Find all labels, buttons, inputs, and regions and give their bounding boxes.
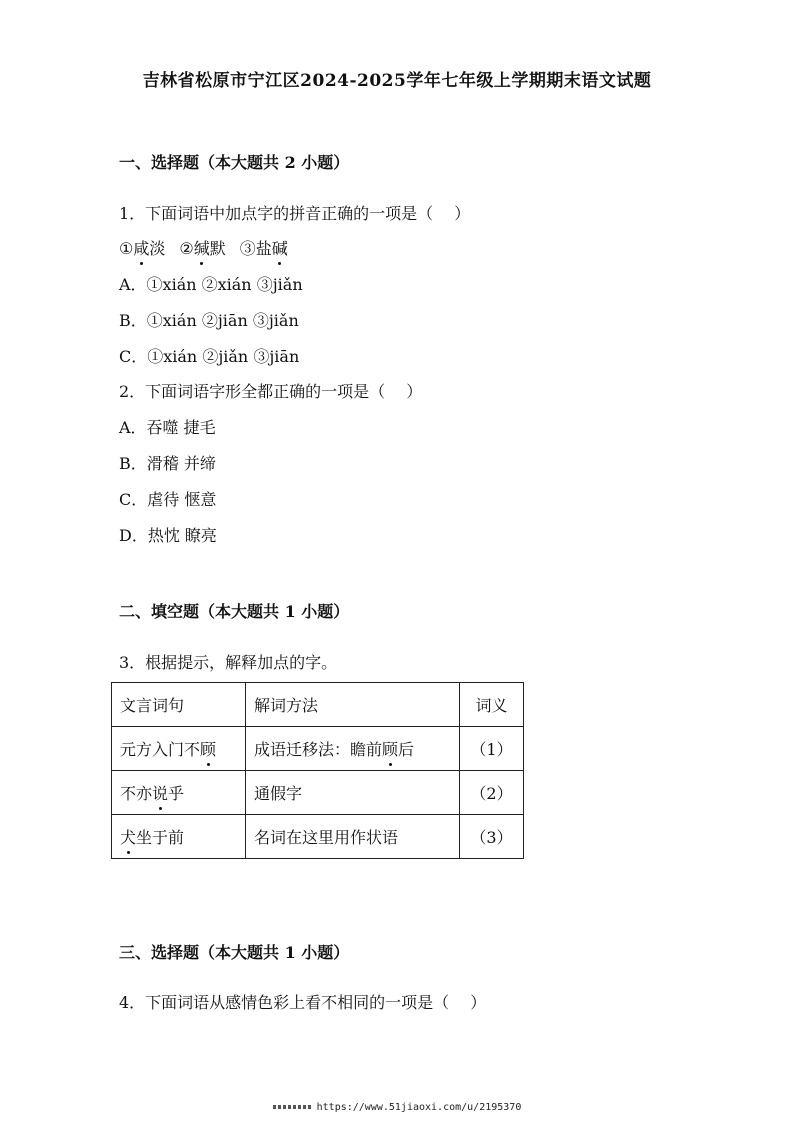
footer-url: https://www.51jiaoxi.com/u/2195370 bbox=[316, 1102, 522, 1113]
question-3-table bbox=[111, 682, 524, 859]
question-3-stem: 3．根据提示，解释加点的字。 bbox=[119, 653, 338, 672]
question-2-option-a: A．吞噬 捷毛 bbox=[119, 418, 216, 437]
item-marker-3: ③ bbox=[239, 239, 256, 258]
question-2-option-c: C．虐待 惬意 bbox=[119, 490, 217, 509]
dotted-char: 顾 bbox=[200, 737, 216, 760]
table-header-cell: 解词方法 bbox=[246, 683, 460, 727]
dotted-char: 顾 bbox=[382, 737, 398, 760]
cell-text: 乎 bbox=[168, 784, 185, 803]
dotted-char: 缄 bbox=[194, 236, 210, 259]
cell-text: 元方入门不 bbox=[120, 740, 201, 759]
question-4-stem: 4．下面词语从感情色彩上看不相同的一项是（ ） bbox=[119, 993, 487, 1012]
question-1-stem: 1．下面词语中加点字的拼音正确的一项是（ ） bbox=[119, 204, 471, 223]
table-header-cell: 词义 bbox=[460, 683, 524, 727]
question-2-option-d: D．热忱 瞭亮 bbox=[119, 526, 217, 545]
table-header-row bbox=[112, 683, 524, 727]
table-row bbox=[112, 771, 524, 815]
section-heading-1: 一、选择题（本大题共 2 小题） bbox=[119, 153, 350, 172]
table-cell: （3） bbox=[460, 815, 524, 859]
table-cell bbox=[112, 727, 246, 771]
question-1-option-c: C．①xián ②jiǎn ③jiān bbox=[119, 347, 300, 366]
dotted-char: 碱 bbox=[272, 236, 288, 259]
table-row bbox=[112, 727, 524, 771]
item-marker-1: ① bbox=[119, 239, 134, 258]
logo-icon bbox=[273, 1105, 313, 1109]
question-2-stem: 2．下面词语字形全都正确的一项是（ ） bbox=[119, 382, 423, 401]
table-header-cell: 文言词句 bbox=[112, 683, 246, 727]
table-cell: （1） bbox=[460, 727, 524, 771]
table-row bbox=[112, 815, 524, 859]
question-1-option-a: A．①xián ②xián ③jiǎn bbox=[119, 275, 303, 294]
table-cell: 名词在这里用作状语 bbox=[246, 815, 460, 859]
cell-text: 成语迁移法：瞻前 bbox=[254, 740, 383, 759]
item-marker-2: ② bbox=[179, 239, 194, 258]
question-1-items bbox=[119, 236, 288, 259]
section-heading-2: 二、填空题（本大题共 1 小题） bbox=[119, 602, 350, 621]
table-cell: （2） bbox=[460, 771, 524, 815]
item-char: 默 bbox=[209, 239, 226, 258]
item-char: 盐 bbox=[255, 239, 272, 258]
dotted-char: 说 bbox=[152, 781, 168, 804]
footer-watermark bbox=[0, 1102, 794, 1113]
dotted-char: 犬 bbox=[120, 825, 136, 848]
cell-text: 后 bbox=[398, 740, 415, 759]
cell-text: 不亦 bbox=[120, 784, 153, 803]
exam-title: 吉林省松原市宁江区2024-2025学年七年级上学期期末语文试题 bbox=[142, 71, 652, 91]
table-cell bbox=[246, 727, 460, 771]
dotted-char: 咸 bbox=[133, 236, 149, 259]
table-cell bbox=[112, 771, 246, 815]
question-2-option-b: B．滑稽 并缔 bbox=[119, 454, 216, 473]
table-cell bbox=[112, 815, 246, 859]
table-cell: 通假字 bbox=[246, 771, 460, 815]
section-heading-3: 三、选择题（本大题共 1 小题） bbox=[119, 943, 350, 962]
cell-text: 坐于前 bbox=[136, 828, 185, 847]
question-1-option-b: B．①xián ②jiān ③jiǎn bbox=[119, 311, 299, 330]
item-char: 淡 bbox=[149, 239, 166, 258]
